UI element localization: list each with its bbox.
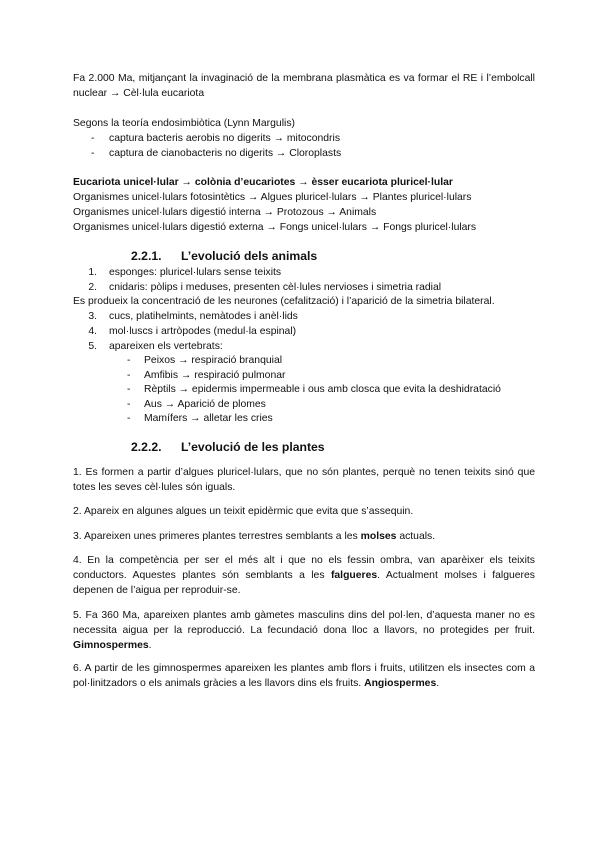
plants-paragraph-2 (73, 504, 535, 519)
plants-paragraph-5 (73, 608, 535, 653)
vertebrate-text: Aus → Aparició de plomes (144, 399, 266, 410)
eukaryote-chain-line: Organismes unicel·lulars fotosintètics → Algues pluricel·lulars → Plantes pluricel·lulars (73, 192, 472, 203)
bold-term-molses: molses (360, 531, 397, 542)
intro-paragraph (73, 71, 535, 101)
list-text: cnidaris: pòlips i meduses, presenten cèl·lules nervioses i simetria radial (109, 282, 442, 293)
eukaryote-chain-bold: Eucariota unicel·lular → colònia d’eucariotes → èsser eucariota pluricel·lular (73, 177, 453, 188)
eukaryote-chain-line: Organismes unicel·lulars digestió externa → Fongs unicel·lulars → Fongs pluricel·lulars (73, 222, 477, 233)
list-number: 3. (88, 311, 97, 322)
dash-bullet: - (127, 413, 131, 424)
dash-bullet: - (127, 384, 131, 395)
plants-paragraph-3 (73, 529, 535, 544)
section-number: 2.2.2. (131, 440, 162, 454)
list-text: mol·luscs i artròpodes (medul·la espinal) (109, 326, 297, 337)
bold-term-angiospermes: Angiospermes (364, 678, 437, 689)
vertebrate-text: Rèptils → epidermis impermeable i ous amb closca que evita la deshidratació (144, 384, 501, 395)
section-number: 2.2.1. (131, 249, 162, 263)
list-text: cucs, platihelmints, nemàtodes i anèl·lids (109, 311, 298, 322)
intro-text: Fa 2.000 Ma, mitjançant la invaginació de la membrana plasmàtica es va formar el RE i l’embolcall nuclear → Cèl·lula eucariota (73, 73, 535, 99)
endosymbiosis-item-text: captura de cianobacteris no digerits → Cloroplasts (109, 148, 342, 159)
vertebrate-text: Peixos → respiració branquial (144, 355, 283, 366)
paragraph-text: . (436, 678, 440, 689)
endosymbiosis-item-text: captura bacteris aerobis no digerits → mitocondris (109, 133, 341, 144)
list-text: apareixen els vertebrats: (109, 341, 223, 352)
vertebrate-text: Mamífers → alletar les cries (144, 413, 273, 424)
paragraph-text: 2. Apareix en algunes algues un teixit epidèrmic que evita que s’assequin. (73, 506, 414, 517)
section-title: L’evolució de les plantes (181, 440, 325, 454)
dash-bullet: - (127, 355, 131, 366)
paragraph-text: 5. Fa 360 Ma, apareixen plantes amb gàmetes masculins dins del pol·len, d’aquesta maner no es necessita aigua per la reproducció. La fecundació dona lloc a llavors, no protegides per fruit. (73, 610, 535, 636)
paragraph-text: . (148, 640, 152, 651)
paragraph-text: 6. A partir de les gimnospermes apareixen les plantes amb flors i fruits, utilitzen els insectes com a pol·linitzadors o els animals gràcies a les llavors dins els fruits. (73, 663, 535, 689)
section-heading-animals (131, 248, 317, 264)
dash-bullet: - (127, 399, 131, 410)
section-heading-plants (131, 439, 325, 455)
paragraph-text: . Actualment molses i falgueres depenen de l’aigua per reproduir-se. (73, 570, 535, 596)
animals-note: Es produeix la concentració de les neurones (cefalització) i l’aparició de la simetria bilateral. (73, 296, 495, 307)
list-number: 4. (88, 326, 97, 337)
list-number: 2. (88, 282, 97, 293)
paragraph-text: actuals. (396, 531, 436, 542)
section-title: L’evolució dels animals (181, 249, 318, 263)
eukaryote-chain-line: Organismes unicel·lulars digestió interna → Protozous → Animals (73, 207, 377, 218)
paragraph-text: 3. Apareixen unes primeres plantes terrestres semblants a les (73, 531, 361, 542)
bold-term-gimnospermes: Gimnospermes (73, 640, 149, 651)
list-number: 5. (88, 341, 97, 352)
plants-paragraph-1 (73, 465, 535, 495)
paragraph-text: 1. Es formen a partir d’algues pluricel·lulars, que no són plantes, perquè no tenen teixits sinó que totes les seves cèl·lules són iguals. (73, 467, 535, 493)
bold-term-falgueres: falgueres (330, 570, 378, 581)
plants-paragraph-6 (73, 661, 535, 691)
vertebrate-text: Amfibis → respiració pulmonar (144, 370, 286, 381)
paragraph-text: 4. En la competència per ser el més alt i que no els fessin ombra, van aparèixer els teixits conductors. Aquestes plantes són semblants a les (73, 555, 535, 581)
list-number: 1. (88, 267, 97, 278)
dash-bullet: - (91, 133, 95, 144)
dash-bullet: - (91, 148, 95, 159)
endosymbiosis-title: Segons la teoría endosimbiòtica (Lynn Margulis) (73, 118, 295, 129)
dash-bullet: - (127, 370, 131, 381)
plants-paragraph-4 (73, 553, 535, 598)
list-text: esponges: pluricel·lulars sense teixits (109, 267, 282, 278)
